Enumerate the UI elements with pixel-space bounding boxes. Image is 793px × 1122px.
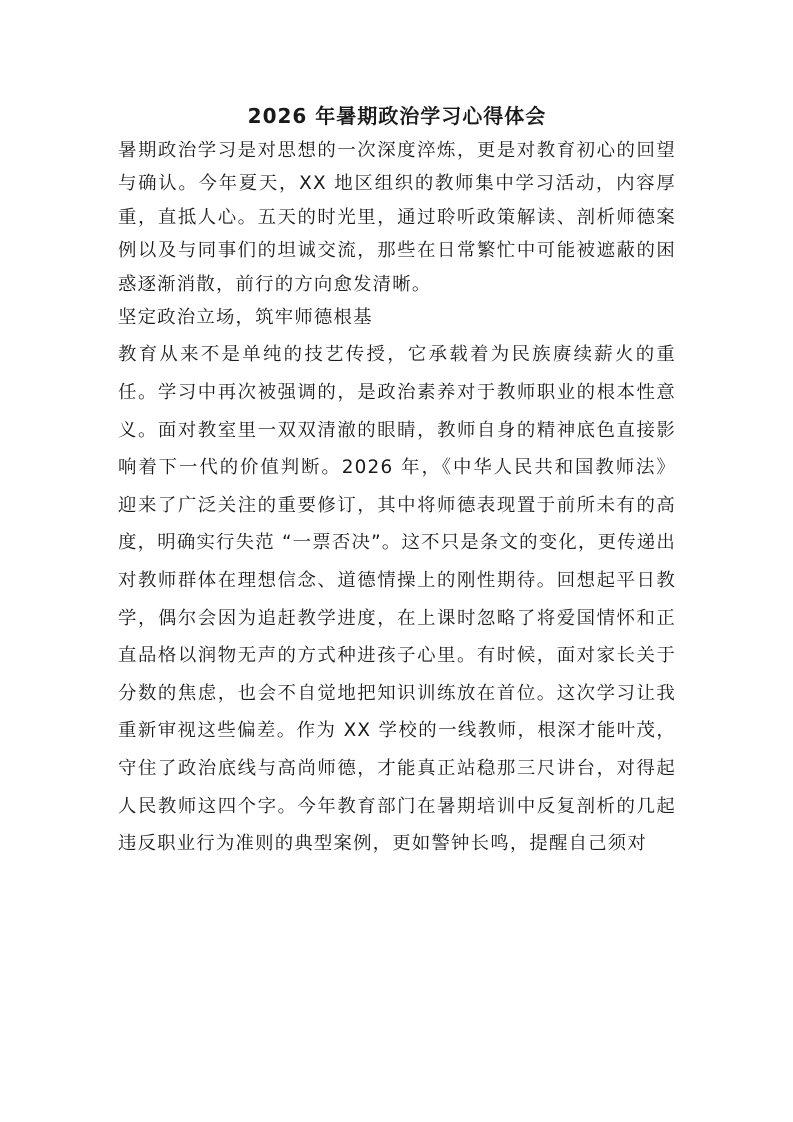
document-title: 2026 年暑期政治学习心得体会: [247, 104, 547, 128]
document-page: [118, 100, 676, 863]
body-paragraph: 教育从来不是单纯的技艺传授，它承载着为民族赓续薪火的重任。学习中再次被强调的，是政治素养对于教师职业的根本性意义。面对教室里一双双清澈的眼睛，教师自身的精神底色直接影响着下一代的价值判断。2026 年，《中华人民共和国教师法》迎来了广泛关注的重要修订，其中将师德表现置于前所未有的高度，明确实行失范 “一票否决”。这不只是条文的变化，更传递出对教师群体在理想信念、道德情操上的刚性期待。回想起平日教学，偶尔会因为追赶教学进度，在上课时忽略了将爱国情怀和正直品格以润物无声的方式种进孩子心里。有时候，面对家长关于分数的焦虑，也会不自觉地把知识训练放在首位。这次学习让我重新审视这些偏差。作为 XX 学校的一线教师，根深才能叶茂，守住了政治底线与高尚师德，才能真正站稳那三尺讲台，对得起人民教师这四个字。今年教育部门在暑期培训中反复剖析的几起违反职业行为准则的典型案例，更如警钟长鸣，提醒自己须对: [118, 344, 676, 855]
section-heading: 坚定政治立场，筑牢师德根基: [118, 307, 373, 329]
intro-paragraph: 暑期政治学习是对思想的一次深度淬炼，更是对教育初心的回望与确认。今年夏天，XX 地区组织的教师集中学习活动，内容厚重，直抵人心。五天的时光里，通过聆听政策解读、剖析师德案例以及与同事们的坦诚交流，那些在日常繁忙中可能被遮蔽的困惑逐渐消散，前行的方向愈发清晰。: [118, 140, 676, 295]
